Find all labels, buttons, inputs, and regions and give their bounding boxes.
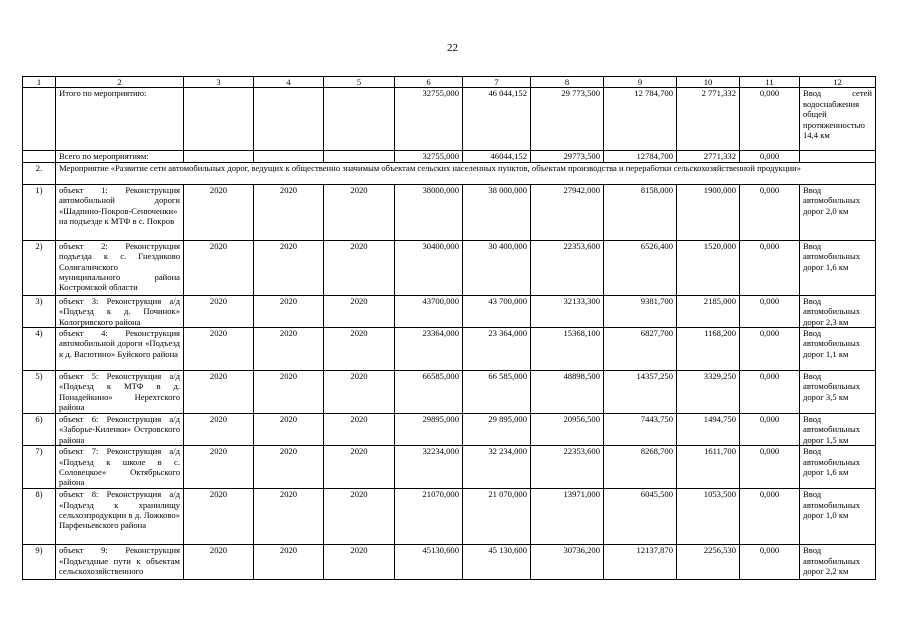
cell-result: Ввод автомобильных дорог 1,6 км [800,240,876,295]
events-total-label: Всего по мероприятиям: [56,151,184,162]
cell-year-end: 2020 [254,240,324,295]
cell-col9: 7443,750 [604,414,677,446]
cell-col7: 66 585,000 [463,371,531,414]
cell-col11: 0,000 [740,328,800,371]
cell-result: Ввод сетей водоснабжения общей протяженностью 14,4 км [800,88,876,151]
cell-result: Ввод автомобильных дорог 2,3 км [800,295,876,327]
cell-year: 2020 [324,489,395,545]
cell-col6: 29895,000 [395,414,463,446]
column-number: 1 [23,77,56,88]
table-row [23,295,876,327]
cell-col11: 0,000 [740,88,800,151]
cell-col6: 66585,000 [395,371,463,414]
cell-col8: 30736,200 [531,545,604,580]
cell-col9: 8268,700 [604,446,677,489]
cell-col10: 1520,000 [677,240,740,295]
cell-year-end: 2020 [254,295,324,327]
cell-col9: 12784,700 [604,151,677,162]
object-name: объект 1: Реконструкция автомобильной дороги «Шадпино-Покров-Сенюченки» на подъезде к МТФ в с. Покров [56,184,184,240]
cell-year-start: 2020 [184,184,254,240]
cell-col11: 0,000 [740,545,800,580]
row-number: 5) [23,371,56,414]
cell-col9: 8158,000 [604,184,677,240]
cell-col10: 1900,000 [677,184,740,240]
page-number: 22 [447,42,458,54]
cell-result: Ввод автомобильных дорог 2,0 км [800,184,876,240]
cell-col10: 2771,332 [677,151,740,162]
cell-col11: 0,000 [740,240,800,295]
cell-year-start: 2020 [184,295,254,327]
cell-year: 2020 [324,328,395,371]
column-number: 9 [604,77,677,88]
cell-col9: 9381,700 [604,295,677,327]
cell-col7: 29 895,000 [463,414,531,446]
cell-result: Ввод автомобильных дорог 1,5 км [800,414,876,446]
cell-col6: 32755,000 [395,151,463,162]
cell-col9: 6526,400 [604,240,677,295]
cell-result: Ввод автомобильных дорог 1,6 км [800,446,876,489]
row-number: 4) [23,328,56,371]
cell-col8: 32133,300 [531,295,604,327]
cell-col7: 43 700,000 [463,295,531,327]
cell-year: 2020 [324,295,395,327]
cell-year-end: 2020 [254,545,324,580]
cell-col9: 12137,870 [604,545,677,580]
cell-col11: 0,000 [740,446,800,489]
cell-col6: 30400,000 [395,240,463,295]
object-name: объект 8: Реконструкция а/д «Подъезд к хранилищу сельхозпродукции в д. Ложково» Парфеньевского района [56,489,184,545]
column-number: 10 [677,77,740,88]
section-title: Мероприятие «Развитие сети автомобильных дорог, ведущих к общественно значимым объектам сельских населенных пунктов, объектам производства и переработки сельскохозяйственной продукции» [56,162,876,184]
column-number: 12 [800,77,876,88]
column-number: 2 [56,77,184,88]
cell-year: 2020 [324,414,395,446]
cell-year-start: 2020 [184,489,254,545]
object-name: объект 5: Реконструкция а/д «Подъезд к МТФ в д. Понадейкино» Нерехтского района [56,371,184,414]
cell-col7: 45 130,600 [463,545,531,580]
table-row [23,184,876,240]
cell-col7: 32 234,000 [463,446,531,489]
column-number: 8 [531,77,604,88]
cell-col8: 13971,000 [531,489,604,545]
section-number: 2. [23,162,56,184]
cell-col7: 21 070,000 [463,489,531,545]
cell-year: 2020 [324,184,395,240]
cell-col6: 32755,000 [395,88,463,151]
object-name: объект 9: Реконструкция «Подъездные пути к объектам сельскохозяйственного [56,545,184,580]
table-row [23,240,876,295]
cell-col11: 0,000 [740,184,800,240]
cell-col10: 3329,250 [677,371,740,414]
cell-col8: 15368,100 [531,328,604,371]
cell-col6: 43700,000 [395,295,463,327]
cell-col9: 12 784,700 [604,88,677,151]
cell-year-end: 2020 [254,489,324,545]
cell-year: 2020 [324,371,395,414]
column-number: 5 [324,77,395,88]
cell-col6: 45130,600 [395,545,463,580]
table-row [23,446,876,489]
cell-col9: 14357,250 [604,371,677,414]
cell-col6: 21070,000 [395,489,463,545]
cell-year-start: 2020 [184,240,254,295]
cell-year-start: 2020 [184,545,254,580]
object-name: объект 4: Реконструкция автомобильной дороги «Подъезд к д. Васютино» Буйского района [56,328,184,371]
row-number: 9) [23,545,56,580]
cell-col6: 32234,000 [395,446,463,489]
cell-year: 2020 [324,545,395,580]
cell-year: 2020 [324,446,395,489]
cell-col10: 1168,200 [677,328,740,371]
object-name: объект 3: Реконструкция а/д «Подъезд к д. Починок» Кологривского района [56,295,184,327]
object-name: объект 6: Реконструкция а/д «Заборье-Киленки» Островского района [56,414,184,446]
empty-cell [254,151,324,162]
cell-col11: 0,000 [740,371,800,414]
cell-result: Ввод автомобильных дорог 1,0 км [800,489,876,545]
empty-cell [184,151,254,162]
empty-cell [800,151,876,162]
cell-col8: 22353,600 [531,240,604,295]
event-total-row [23,88,876,151]
cell-year-end: 2020 [254,328,324,371]
column-number: 3 [184,77,254,88]
row-number: 1) [23,184,56,240]
table-row [23,414,876,446]
cell-col11: 0,000 [740,489,800,545]
cell-col11: 0,000 [740,295,800,327]
cell-year-start: 2020 [184,328,254,371]
cell-col10: 2185,000 [677,295,740,327]
cell-col6: 38000,000 [395,184,463,240]
cell-result: Ввод автомобильных дорог 1,1 км [800,328,876,371]
cell-col8: 29 773,500 [531,88,604,151]
cell-col9: 6827,700 [604,328,677,371]
object-rows [23,184,876,579]
table-row [23,371,876,414]
cell-col9: 6045,500 [604,489,677,545]
empty-cell [23,151,56,162]
empty-cell [324,151,395,162]
cell-col11: 0,000 [740,414,800,446]
column-number: 7 [463,77,531,88]
cell-col10: 1494,750 [677,414,740,446]
empty-cell [184,88,254,151]
column-number: 11 [740,77,800,88]
column-number: 4 [254,77,324,88]
cell-result: Ввод автомобильных дорог 3,5 км [800,371,876,414]
cell-result: Ввод автомобильных дорог 2,2 км [800,545,876,580]
table-row [23,328,876,371]
row-number: 8) [23,489,56,545]
cell-col7: 23 364,000 [463,328,531,371]
row-number: 7) [23,446,56,489]
cell-col10: 1053,500 [677,489,740,545]
cell-col8: 48898,500 [531,371,604,414]
cell-col7: 30 400,000 [463,240,531,295]
object-name: объект 7: Реконструкция а/д «Подъезд к школе в с. Соловецкое» Октябрьского района [56,446,184,489]
cell-col7: 46 044,152 [463,88,531,151]
cell-col8: 22353,600 [531,446,604,489]
row-number: 6) [23,414,56,446]
cell-year-end: 2020 [254,414,324,446]
event-total-label: Итого по мероприятию: [56,88,184,151]
section-row [23,162,876,184]
empty-cell [23,88,56,151]
cell-year-start: 2020 [184,371,254,414]
empty-cell [324,88,395,151]
cell-col7: 38 000,000 [463,184,531,240]
cell-year-end: 2020 [254,184,324,240]
table-row [23,489,876,545]
cell-year-start: 2020 [184,446,254,489]
cell-col6: 23364,000 [395,328,463,371]
program-table [22,76,876,580]
cell-col10: 1611,700 [677,446,740,489]
object-name: объект 2: Реконструкция подъезда к с. Гнездиково Солигаличского муниципального района Костромской области [56,240,184,295]
table-row [23,545,876,580]
cell-col7: 46044,152 [463,151,531,162]
row-number: 3) [23,295,56,327]
cell-col10: 2 771,332 [677,88,740,151]
cell-col8: 27942,000 [531,184,604,240]
cell-col10: 2256,530 [677,545,740,580]
cell-year-end: 2020 [254,446,324,489]
cell-col8: 29773,500 [531,151,604,162]
empty-cell [254,88,324,151]
column-number: 6 [395,77,463,88]
row-number: 2) [23,240,56,295]
cell-col11: 0,000 [740,151,800,162]
column-numbers-row [23,77,876,88]
cell-year: 2020 [324,240,395,295]
cell-year-end: 2020 [254,371,324,414]
events-total-row [23,151,876,162]
cell-year-start: 2020 [184,414,254,446]
cell-col8: 20956,500 [531,414,604,446]
